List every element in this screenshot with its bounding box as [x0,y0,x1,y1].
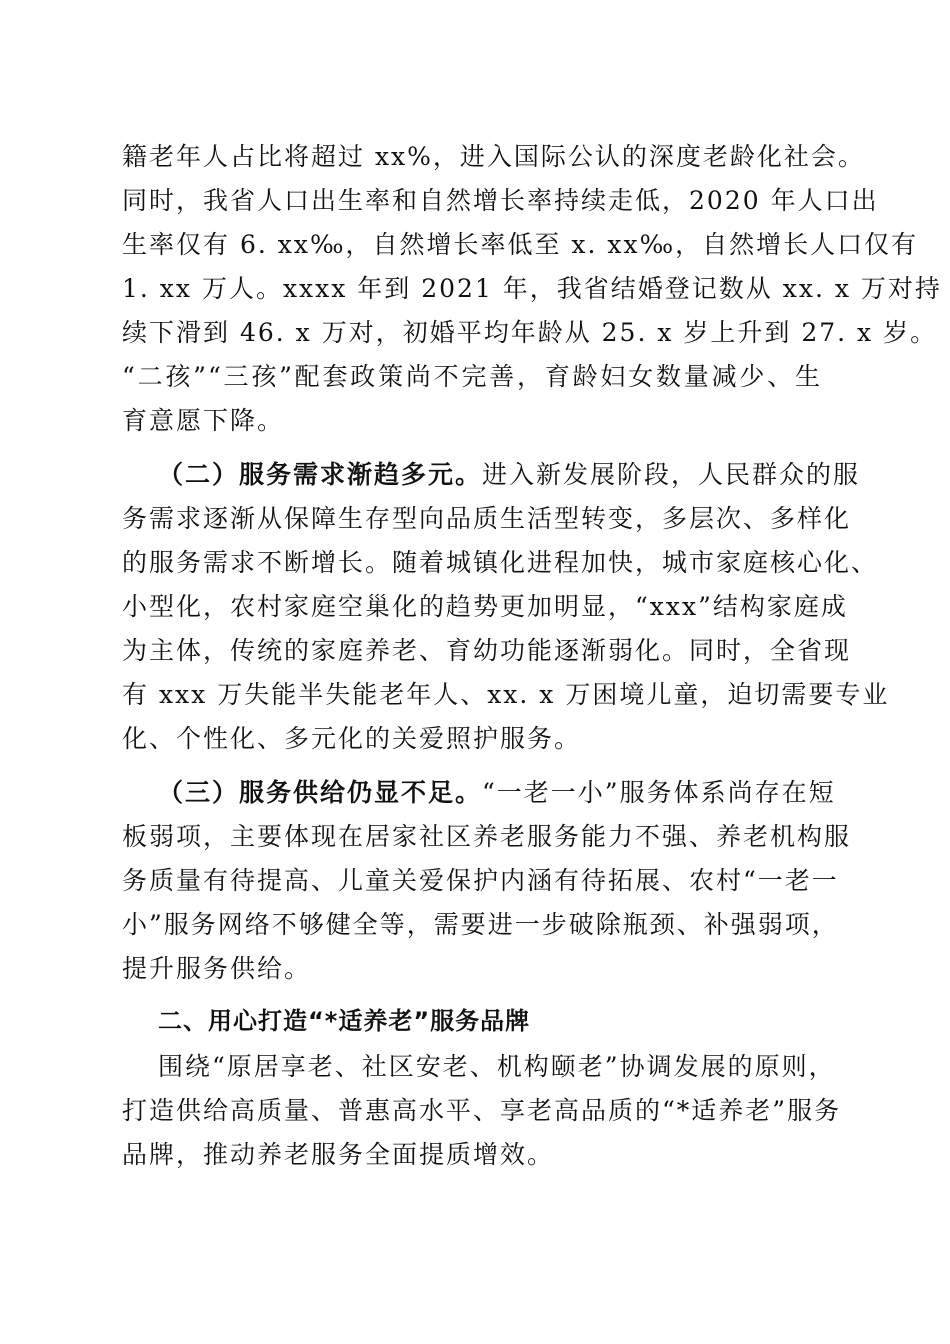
paragraph-line: 务需求逐渐从保障生存型向品质生活型转变，多层次、多样化 [122,504,852,533]
paragraph-first-line [158,771,836,815]
paragraph-first-line: 围绕“原居享老、社区安老、机构颐老”协调发展的原则， [158,1052,836,1081]
paragraph-text: 进入新发展阶段，人民群众的服 [482,460,861,489]
paragraph-line: 为主体，传统的家庭养老、育幼功能逐渐弱化。同时，全省现 [122,636,852,665]
paragraph-line: 品牌，推动养老服务全面提质增效。 [122,1140,555,1169]
paragraph-line: 育意愿下降。 [122,406,285,435]
paragraph-line: “二孩”“三孩”配套政策尚不完善，育龄妇女数量减少、生 [122,362,822,391]
paragraph-line: 提升服务供给。 [122,954,312,983]
subsection-heading-3: （三）服务供给仍显不足。 [158,778,483,807]
paragraph-line: 务质量有待提高、儿童关爱保护内涵有待拓展、农村“一老一 [122,866,839,895]
paragraph-line: 小型化，农村家庭空巢化的趋势更加明显，“xxx”结构家庭成 [122,592,848,621]
paragraph-line: 小”服务网络不够健全等，需要进一步破除瓶颈、补强弱项， [122,910,839,939]
paragraph-line: 打造供给高质量、普惠高水平、享老高品质的“*适养老”服务 [122,1096,842,1125]
paragraph-text: “一老一小”服务体系尚存在短 [482,778,836,807]
paragraph-line: 同时，我省人口出生率和自然增长率持续走低，2020 年人口出 [122,186,879,215]
subsection-heading-2: （二）服务需求渐趋多元。 [158,460,483,489]
body-text [122,135,942,1169]
paragraph-line: 化、个性化、多元化的关爱照护服务。 [122,724,582,753]
paragraph-line: 籍老年人占比将超过 xx%，进入国际公认的深度老龄化社会。 [122,142,865,171]
paragraph-line: 1. xx 万人。xxxx 年到 2021 年，我省结婚登记数从 xx. x 万对持 [122,274,942,303]
paragraph-line: 的服务需求不断增长。随着城镇化进程加快，城市家庭核心化、 [122,548,879,577]
paragraph-first-line [158,453,861,497]
paragraph-line: 续下滑到 46. x 万对，初婚平均年龄从 25. x 岁上升到 27. x 岁。 [122,318,938,347]
paragraph-line: 有 xxx 万失能半失能老年人、xx. x 万困境儿童，迫切需要专业 [122,680,890,709]
paragraph-line: 生率仅有 6. xx‰，自然增长率低至 x. xx‰，自然增长人口仅有 [122,230,919,259]
section-heading: 二、用心打造“*适养老”服务品牌 [158,1007,531,1035]
paragraph-line: 板弱项，主要体现在居家社区养老服务能力不强、养老机构服 [122,822,852,851]
